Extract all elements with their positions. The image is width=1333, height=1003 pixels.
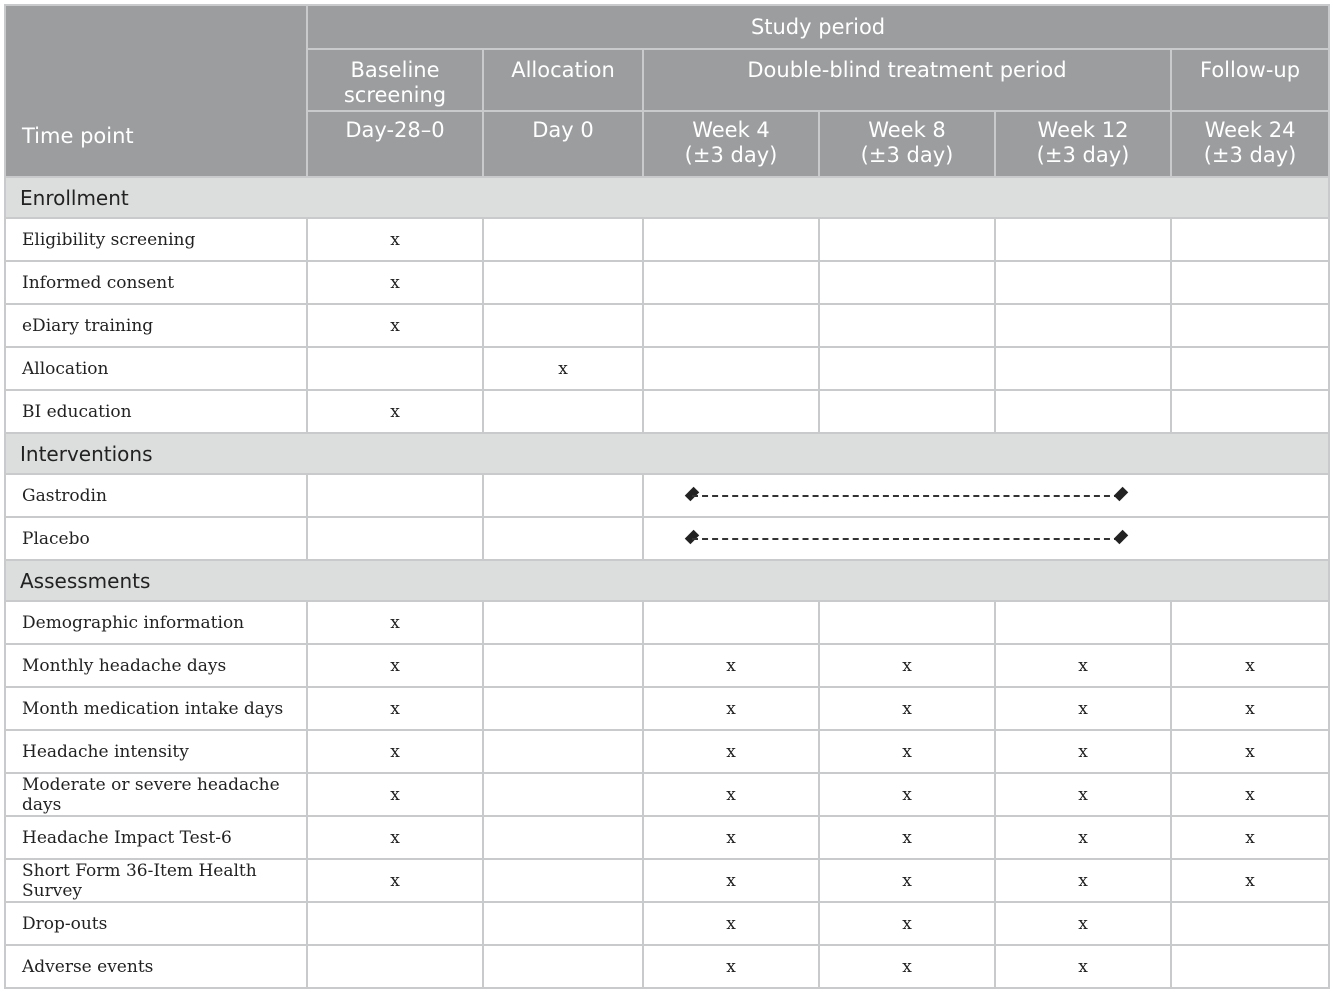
mark-cell: x xyxy=(1171,730,1329,773)
mark-cell: x xyxy=(643,730,819,773)
empty-cell xyxy=(995,218,1171,261)
table-row xyxy=(5,902,1329,945)
week-24-header xyxy=(1171,111,1329,177)
mark-cell: x xyxy=(307,773,483,816)
empty-cell xyxy=(307,902,483,945)
empty-cell xyxy=(483,601,643,644)
row-label: Headache Impact Test-6 xyxy=(5,816,307,859)
day-0-header: Day 0 xyxy=(483,111,643,177)
table-row xyxy=(5,644,1329,687)
empty-cell xyxy=(643,261,819,304)
mark-cell: x xyxy=(1171,859,1329,902)
dashed-line xyxy=(692,495,1120,497)
empty-cell xyxy=(307,347,483,390)
mark-cell: x xyxy=(307,859,483,902)
mark-cell: x xyxy=(995,644,1171,687)
mark-cell: x xyxy=(995,945,1171,988)
week-12-label: Week 12 xyxy=(1037,118,1129,142)
empty-cell xyxy=(307,474,483,517)
empty-cell xyxy=(483,902,643,945)
mark-cell: x xyxy=(307,644,483,687)
double-blind-header: Double-blind treatment period xyxy=(643,49,1171,111)
end-diamond-icon xyxy=(1114,486,1128,500)
mark-cell: x xyxy=(643,945,819,988)
empty-cell xyxy=(483,218,643,261)
mark-cell: x xyxy=(307,261,483,304)
mark-cell: x xyxy=(643,773,819,816)
mark-cell: x xyxy=(1171,773,1329,816)
mark-cell: x xyxy=(1171,816,1329,859)
table-row xyxy=(5,261,1329,304)
end-diamond-icon xyxy=(1114,529,1128,543)
row-label: Eligibility screening xyxy=(5,218,307,261)
mark-cell: x xyxy=(307,687,483,730)
empty-cell xyxy=(307,945,483,988)
row-label: Monthly headache days xyxy=(5,644,307,687)
dashed-line xyxy=(692,538,1120,540)
mark-cell: x xyxy=(643,902,819,945)
empty-cell xyxy=(483,261,643,304)
week-12-window: (±3 day) xyxy=(1036,143,1130,167)
row-label: Placebo xyxy=(5,517,307,560)
mark-cell: x xyxy=(643,816,819,859)
empty-cell xyxy=(643,304,819,347)
empty-cell xyxy=(995,347,1171,390)
empty-cell xyxy=(483,304,643,347)
empty-cell xyxy=(819,218,995,261)
empty-cell xyxy=(1171,601,1329,644)
empty-cell xyxy=(819,601,995,644)
empty-cell xyxy=(819,261,995,304)
row-label: Informed consent xyxy=(5,261,307,304)
mark-cell: x xyxy=(307,304,483,347)
section-assessments: Assessments xyxy=(5,560,1329,601)
empty-cell xyxy=(819,347,995,390)
allocation-header: Allocation xyxy=(483,49,643,111)
row-label: eDiary training xyxy=(5,304,307,347)
empty-cell xyxy=(1171,304,1329,347)
empty-cell xyxy=(307,517,483,560)
mark-cell: x xyxy=(995,816,1171,859)
start-diamond-icon xyxy=(685,529,699,543)
empty-cell xyxy=(819,390,995,433)
table-row xyxy=(5,517,1329,560)
mark-cell: x xyxy=(307,816,483,859)
treatment-span-cell xyxy=(643,474,1329,517)
mark-cell: x xyxy=(307,390,483,433)
empty-cell xyxy=(483,517,643,560)
mark-cell: x xyxy=(819,687,995,730)
row-label: BI education xyxy=(5,390,307,433)
time-point-header: Time point xyxy=(5,5,307,177)
empty-cell xyxy=(483,773,643,816)
row-label: Allocation xyxy=(5,347,307,390)
empty-cell xyxy=(483,859,643,902)
mark-cell: x xyxy=(643,859,819,902)
empty-cell xyxy=(643,218,819,261)
mark-cell: x xyxy=(995,730,1171,773)
row-label: Drop-outs xyxy=(5,902,307,945)
mark-cell: x xyxy=(643,644,819,687)
empty-cell xyxy=(643,347,819,390)
week-24-window: (±3 day) xyxy=(1203,143,1297,167)
empty-cell xyxy=(1171,218,1329,261)
mark-cell: x xyxy=(819,644,995,687)
week-4-header xyxy=(643,111,819,177)
table-row xyxy=(5,730,1329,773)
empty-cell xyxy=(643,390,819,433)
table-row xyxy=(5,859,1329,902)
table-row xyxy=(5,601,1329,644)
mark-cell: x xyxy=(307,730,483,773)
study-schedule-table xyxy=(4,4,1330,989)
mark-cell: x xyxy=(995,902,1171,945)
row-label: Month medication intake days xyxy=(5,687,307,730)
mark-cell: x xyxy=(307,601,483,644)
empty-cell xyxy=(483,687,643,730)
empty-cell xyxy=(483,390,643,433)
row-label: Adverse events xyxy=(5,945,307,988)
empty-cell xyxy=(483,644,643,687)
row-label: Moderate or severe headache days xyxy=(5,773,307,816)
treatment-duration-bar xyxy=(644,529,1328,549)
mark-cell: x xyxy=(1171,687,1329,730)
mark-cell: x xyxy=(995,773,1171,816)
table-row xyxy=(5,773,1329,816)
empty-cell xyxy=(995,261,1171,304)
baseline-screening-header: Baseline screening xyxy=(307,49,483,111)
empty-cell xyxy=(643,601,819,644)
table-row xyxy=(5,304,1329,347)
empty-cell xyxy=(995,601,1171,644)
section-interventions: Interventions xyxy=(5,433,1329,474)
empty-cell xyxy=(995,390,1171,433)
week-4-window: (±3 day) xyxy=(684,143,778,167)
mark-cell: x xyxy=(995,687,1171,730)
row-label: Headache intensity xyxy=(5,730,307,773)
empty-cell xyxy=(995,304,1171,347)
mark-cell: x xyxy=(1171,644,1329,687)
mark-cell: x xyxy=(819,945,995,988)
week-4-label: Week 4 xyxy=(692,118,770,142)
empty-cell xyxy=(483,945,643,988)
mark-cell: x xyxy=(483,347,643,390)
week-12-header xyxy=(995,111,1171,177)
mark-cell: x xyxy=(819,902,995,945)
table-row xyxy=(5,945,1329,988)
follow-up-header: Follow-up xyxy=(1171,49,1329,111)
row-label: Short Form 36-Item Health Survey xyxy=(5,859,307,902)
week-8-label: Week 8 xyxy=(868,118,946,142)
table-row xyxy=(5,687,1329,730)
treatment-span-cell xyxy=(643,517,1329,560)
row-label: Gastrodin xyxy=(5,474,307,517)
empty-cell xyxy=(1171,390,1329,433)
empty-cell xyxy=(1171,347,1329,390)
treatment-duration-bar xyxy=(644,486,1328,506)
mark-cell: x xyxy=(995,859,1171,902)
table-row xyxy=(5,390,1329,433)
section-enrollment: Enrollment xyxy=(5,177,1329,218)
table-row xyxy=(5,218,1329,261)
start-diamond-icon xyxy=(685,486,699,500)
empty-cell xyxy=(483,474,643,517)
mark-cell: x xyxy=(819,730,995,773)
day-28-0-header: Day-28–0 xyxy=(307,111,483,177)
empty-cell xyxy=(819,304,995,347)
mark-cell: x xyxy=(819,859,995,902)
mark-cell: x xyxy=(307,218,483,261)
row-label: Demographic information xyxy=(5,601,307,644)
empty-cell xyxy=(483,730,643,773)
week-24-label: Week 24 xyxy=(1204,118,1296,142)
study-period-header: Study period xyxy=(307,5,1329,49)
empty-cell xyxy=(1171,945,1329,988)
table-row xyxy=(5,816,1329,859)
table-row xyxy=(5,474,1329,517)
mark-cell: x xyxy=(819,773,995,816)
empty-cell xyxy=(483,816,643,859)
mark-cell: x xyxy=(643,687,819,730)
table-row xyxy=(5,347,1329,390)
week-8-header xyxy=(819,111,995,177)
mark-cell: x xyxy=(819,816,995,859)
empty-cell xyxy=(1171,902,1329,945)
week-8-window: (±3 day) xyxy=(860,143,954,167)
empty-cell xyxy=(1171,261,1329,304)
